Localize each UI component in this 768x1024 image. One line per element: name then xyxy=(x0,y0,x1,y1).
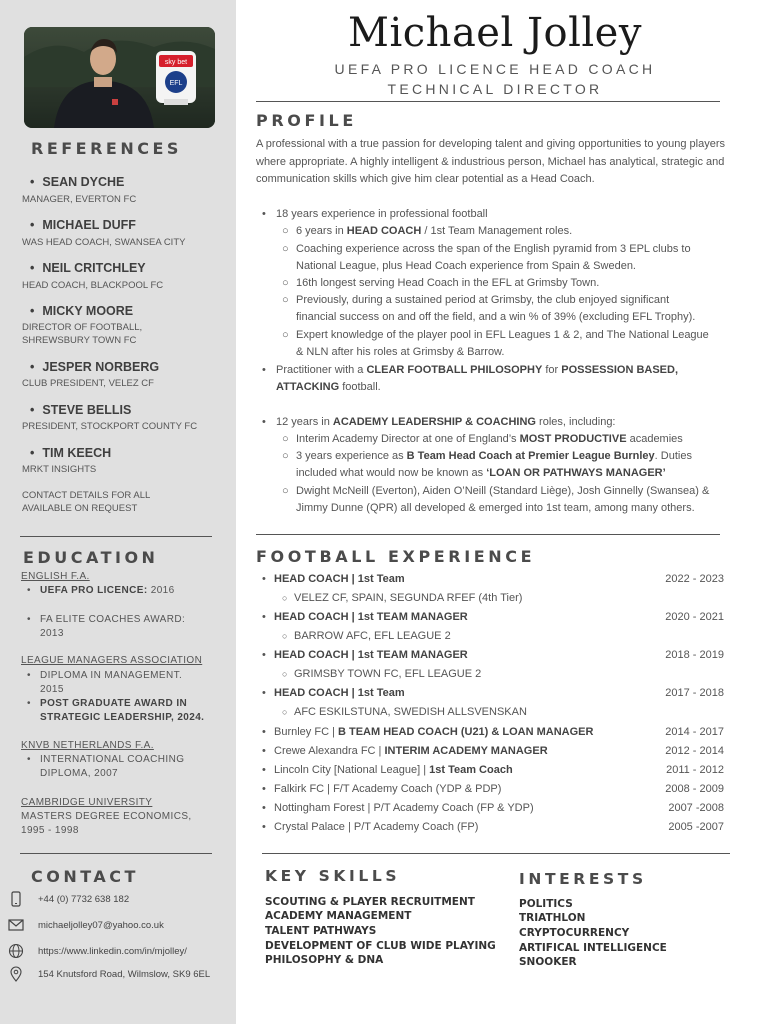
education-source: CAMBRIDGE UNIVERSITY xyxy=(21,797,153,808)
experience-role: • HEAD COACH | 1st TEAM MANAGER 2020 - 2021 xyxy=(262,611,724,623)
references-note: AVAILABLE ON REQUEST xyxy=(22,503,138,514)
skill-item: TALENT PATHWAYS xyxy=(265,925,377,937)
reference-role: MRKT INSIGHTS xyxy=(22,464,97,475)
reference-role: SHREWSBURY TOWN FC xyxy=(22,335,137,346)
references-note: CONTACT DETAILS FOR ALL xyxy=(22,490,151,501)
reference-role: DIRECTOR OF FOOTBALL, xyxy=(22,322,143,333)
skills-heading: KEY SKILLS xyxy=(265,867,401,885)
interest-item: TRIATHLON xyxy=(519,912,586,924)
reference-name: • MICHAEL DUFF xyxy=(30,218,136,232)
reference-name: • STEVE BELLIS xyxy=(30,403,131,417)
skill-item: PHILOSOPHY & DNA xyxy=(265,954,384,966)
education-source: LEAGUE MANAGERS ASSOCIATION xyxy=(21,655,203,666)
reference-role: WAS HEAD COACH, SWANSEA CITY xyxy=(22,237,186,248)
experience-role: • HEAD COACH | 1st Team 2017 - 2018 xyxy=(262,687,724,699)
interest-item: POLITICS xyxy=(519,898,573,910)
experience-role: • HEAD COACH | 1st TEAM MANAGER 2018 - 2019 xyxy=(262,649,724,661)
skill-item: DEVELOPMENT OF CLUB WIDE PLAYING xyxy=(265,940,496,952)
contact-heading: CONTACT xyxy=(31,867,139,886)
divider xyxy=(256,101,720,102)
references-heading: REFERENCES xyxy=(31,139,182,158)
profile-summary: A professional with a true passion for developing talent and giving opportunities to young players where appropriate. A highly intelligent & industrious person, Michael has analytical, strategic and communication skills which give him clear potential as a Head Coach. xyxy=(256,138,726,185)
job-title: TECHNICAL DIRECTOR xyxy=(387,81,603,97)
education-source: ENGLISH F.A. xyxy=(21,571,90,582)
education-item: MASTERS DEGREE ECONOMICS, 1995 - 1998 xyxy=(21,811,192,836)
experience-role: • Falkirk FC | F/T Academy Coach (YDP & PDP) 2008 - 2009 xyxy=(262,783,724,795)
reference-role: PRESIDENT, STOCKPORT COUNTY FC xyxy=(22,421,198,432)
job-title: UEFA PRO LICENCE HEAD COACH xyxy=(334,61,656,77)
experience-role: • Crystal Palace | P/T Academy Coach (FP) 2005 -2007 xyxy=(262,821,724,833)
reference-name: • SEAN DYCHE xyxy=(30,175,124,189)
candidate-name: Michael Jolley xyxy=(348,10,642,56)
reference-role: HEAD COACH, BLACKPOOL FC xyxy=(22,280,164,291)
experience-role: • HEAD COACH | 1st Team 2022 - 2023 xyxy=(262,573,724,585)
experience-role: • Crewe Alexandra FC | INTERIM ACADEMY MANAGER 2012 - 2014 xyxy=(262,745,724,757)
divider xyxy=(262,853,730,854)
experience-role: • Nottingham Forest | P/T Academy Coach (FP & YDP) 2007 -2008 xyxy=(262,802,724,814)
interests-heading: INTERESTS xyxy=(519,870,647,888)
skill-item: ACADEMY MANAGEMENT xyxy=(265,910,412,922)
education-heading: EDUCATION xyxy=(23,548,159,567)
reference-role: MANAGER, EVERTON FC xyxy=(22,194,137,205)
education-source: KNVB NETHERLANDS F.A. xyxy=(21,740,154,751)
profile-photo xyxy=(24,27,215,128)
reference-name: • NEIL CRITCHLEY xyxy=(30,261,146,275)
experience-role: • Lincoln City [National League] | 1st Team Coach 2011 - 2012 xyxy=(262,764,724,776)
interest-item: CRYPTOCURRENCY xyxy=(519,927,630,939)
sidebar: sky bet EFL REFERENCES • SEAN DYCHE MANAGER, EVERTON FC • MICHAEL DUFF WAS HEAD COACH, SWANSEA CITY • NEIL CRITCHLEY HEAD COACH, BLACKPOOL FC • MICKY MOORE DIRECTOR OF FOOTBALL, SHREWSBURY TOWN FC • JESPER NORBERG CLUB PRESIDENT, VELEZ CF • STEVE BELLIS PRESIDENT, STOCKPORT COUNTY FC • TIM KEECH MRKT INSIGHTS CONTACT DETAILS FOR ALL AVAILABLE ON REQUEST EDUCATION ENGLISH F.A. • UEFA PRO LICENCE: 2016 • FA ELITE COACHES AWARD: 2013 LEAGUE MANAGERS ASSOCIATION • DIPLOMA IN MANAGEMENT. 2015 • POST GRADUATE AWARD IN STRATEGIC LEADERSHIP, 2024. KNVB NETHERLANDS F.A. • INTERNATIONAL COACHING DIPLOMA, 2007 CAMBRIDGE UNIVERSITY MASTERS DEGREE ECONOMICS, 1995 - 1998 CONTACT +44 (0) 7732 638 182 michaeljolley07@yahoo.co.uk https://www.linkedin.com/in/mjolley/ 154 Knutsford Road, Wilmslow, SK9 6EL xyxy=(0,0,236,1024)
divider xyxy=(256,534,720,535)
phone-icon xyxy=(8,891,24,907)
reference-role: CLUB PRESIDENT, VELEZ CF xyxy=(22,378,154,389)
interest-item: SNOOKER xyxy=(519,956,577,968)
divider xyxy=(20,853,212,854)
interest-item: ARTIFICAL INTELLIGENCE xyxy=(519,942,667,954)
divider xyxy=(20,536,212,537)
badge-league: EFL xyxy=(169,80,183,87)
reference-name: • MICKY MOORE xyxy=(30,304,133,318)
location-pin-icon xyxy=(8,966,24,982)
badge-brand: sky bet xyxy=(164,59,188,66)
globe-icon xyxy=(8,943,24,959)
profile-heading: PROFILE xyxy=(256,111,357,130)
experience-heading: FOOTBALL EXPERIENCE xyxy=(256,547,536,566)
skill-item: SCOUTING & PLAYER RECRUITMENT xyxy=(265,896,475,908)
reference-name: • JESPER NORBERG xyxy=(30,360,159,374)
reference-name: • TIM KEECH xyxy=(30,446,111,460)
experience-role: • Burnley FC | B TEAM HEAD COACH (U21) & LOAN MANAGER 2014 - 2017 xyxy=(262,726,724,738)
email-icon xyxy=(8,917,24,933)
